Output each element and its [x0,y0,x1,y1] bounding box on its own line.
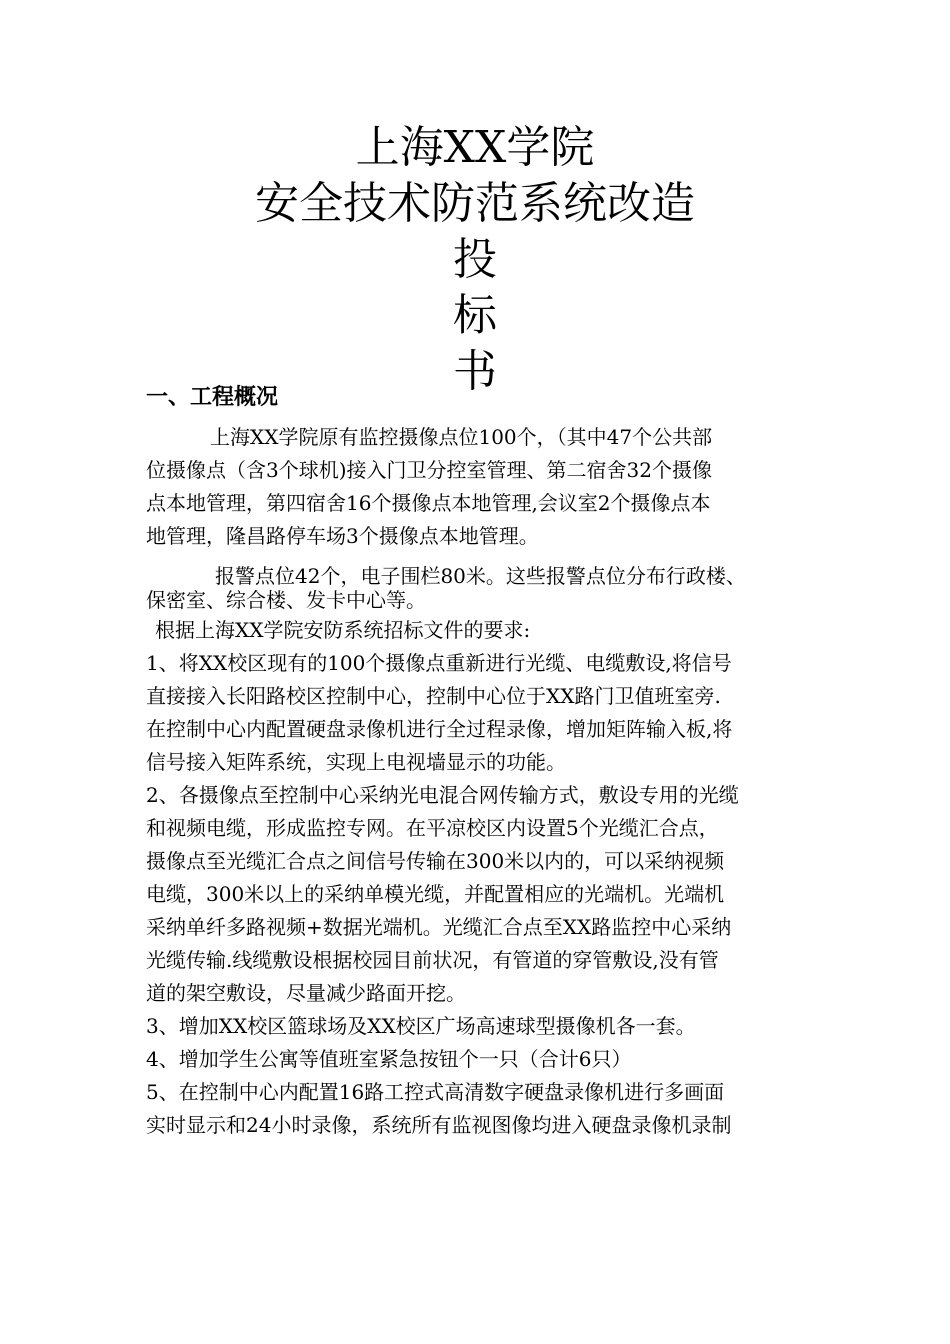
title-line-shu: 书 [453,346,497,397]
body-line: 1、将XX校区现有的100个摄像点重新进行光缆、电缆敷设,将信号 [146,651,732,675]
title-line-tou: 投 [453,234,497,285]
body-line: 上海XX学院原有监控摄像点位100个，（其中47个公共部 [210,425,713,449]
body-line: 2、各摄像点至控制中心采纳光电混合网传输方式，敷设专用的光缆 [146,783,739,807]
body-line: 保密室、综合楼、发卡中心等。 [146,588,426,612]
body-line: 和视频电缆，形成监控专网。在平凉校区内设置5个光缆汇合点， [146,816,719,840]
body-line: 信号接入矩阵系统，实现上电视墙显示的功能。 [146,750,566,774]
body-line: 点本地管理，第四宿舍16个摄像点本地管理,会议室2个摄像点本 [146,491,711,515]
body-line: 报警点位42个，电子围栏80米。这些报警点位分布行政楼、 [215,564,746,588]
body-line: 摄像点至光缆汇合点之间信号传输在300米以内的，可以采纳视频 [146,849,725,873]
body-line: 3、增加XX校区篮球场及XX校区广场高速球型摄像机各一套。 [146,1014,696,1038]
title-line-school: 上海XX学院 [355,122,595,173]
body-line: 5、在控制中心内配置16路工控式高清数字硬盘录像机进行多画面 [146,1080,725,1104]
body-line: 电缆，300米以上的采纳单模光缆，并配置相应的光端机。光端机 [146,882,725,906]
body-line: 实时显示和24小时录像，系统所有监视图像均进入硬盘录像机录制 [146,1113,732,1137]
document-title [0,120,950,400]
title-line-project: 安全技术防范系统改造 [255,178,695,229]
body-line: 在控制中心内配置硬盘录像机进行全过程录像，增加矩阵输入板,将 [146,717,733,741]
section-heading: 一、工程概况 [146,385,279,410]
body-line: 根据上海XX学院安防系统招标文件的要求: [155,618,531,642]
body-line: 道的架空敷设，尽量减少路面开挖。 [146,981,466,1005]
body-line: 光缆传输.线缆敷设根据校园目前状况，有管道的穿管敷设,没有管 [146,948,719,972]
body-line: 4、增加学生公寓等值班室紧急按钮个一只（合计6只） [146,1047,632,1071]
body-line: 采纳单纤多路视频+数据光端机。光缆汇合点至XX路监控中心采纳 [146,915,732,939]
body-line: 位摄像点（含3个球机)接入门卫分控室管理、第二宿舍32个摄像 [146,458,712,482]
body-line: 地管理，隆昌路停车场3个摄像点本地管理。 [146,524,539,548]
title-line-biao: 标 [453,290,497,341]
body-line: 直接接入长阳路校区控制中心，控制中心位于XX路门卫值班室旁. [146,684,721,708]
